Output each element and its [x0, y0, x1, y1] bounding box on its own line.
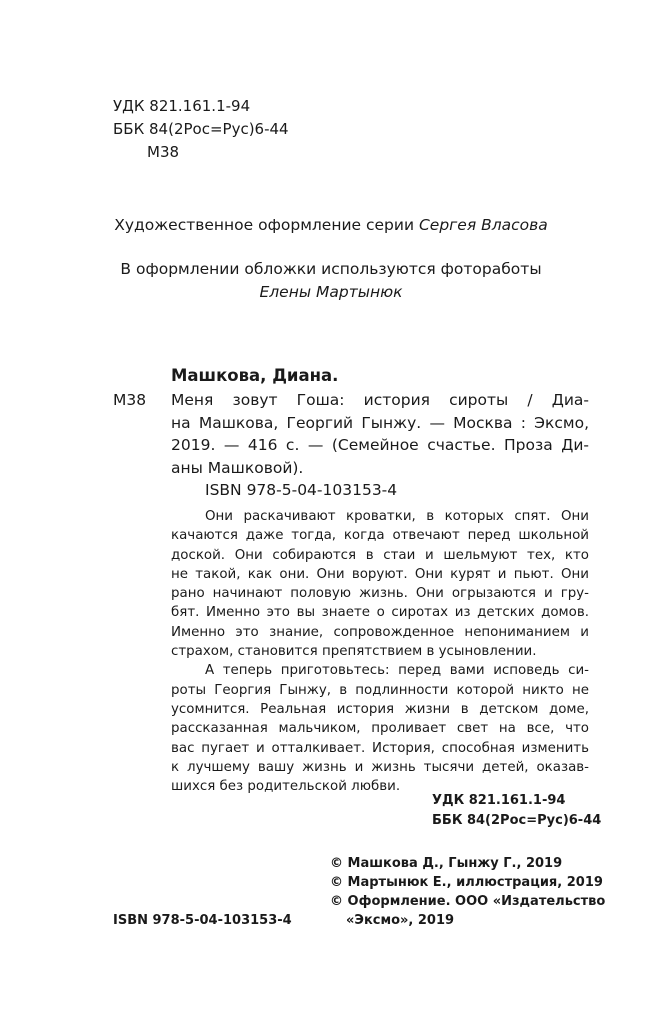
udk-code-top: УДК 821.161.1-94 — [113, 97, 251, 115]
cover-photo-credit: В оформлении обложки используются фотоработы — [120, 260, 542, 278]
bbk-code-bottom: ББК 84(2Рос=Рус)6-44 — [432, 813, 602, 828]
series-design-credit: Художественное оформление серии Сергея Власова — [114, 216, 548, 234]
copyright-line: © Мартынюк Е., иллюстрация, 2019 — [330, 875, 603, 890]
author-heading: Машкова, Диана. — [171, 366, 339, 385]
bib-line: Меня зовут Гоша: история сироты / Диа- — [171, 391, 589, 409]
bib-line: 2019. — 416 с. — (Семейное счастье. Проза Ди- — [171, 436, 589, 454]
annotation-line: бят. Именно это вы знаете о сиротах из детских домов. — [171, 605, 589, 621]
annotation — [171, 507, 589, 796]
annotation-line: вас пугает и отталкивает. История, способная изменить — [171, 740, 589, 756]
annotation-line: усомнится. Реальная история жизни в детском доме, — [171, 701, 589, 717]
annotation-line: доской. Они собираются в стаи и шельмуют тех, кто — [171, 547, 589, 563]
copyright-line: © Оформление. ООО «Издательство — [330, 894, 606, 909]
isbn-bottom: ISBN 978-5-04-103153-4 — [113, 913, 292, 928]
annotation-line: рано начинают половую жизнь. Они огрызаются и гру- — [171, 586, 589, 602]
isbn-record: ISBN 978-5-04-103153-4 — [205, 481, 398, 499]
annotation-line: Они раскачивают кроватки, в которых спят. Они — [205, 509, 589, 524]
udk-code-bottom: УДК 821.161.1-94 — [432, 793, 566, 808]
annotation-line: роты Георгия Гынжу, в подлинности которой никто не — [171, 682, 589, 698]
copyright-line: «Эксмо», 2019 — [346, 913, 455, 928]
author-code-top: М38 — [147, 143, 180, 161]
bib-line: на Машкова, Георгий Гынжу. — Москва : Эксмо, — [171, 413, 589, 432]
annotation-line: рассказанная мальчиком, проливает свет на все, что — [171, 721, 589, 737]
designer-name: Сергея Власова — [418, 216, 548, 234]
bib-line: аны Машковой). — [171, 458, 304, 477]
copyright-line: © Машкова Д., Гынжу Г., 2019 — [330, 856, 563, 871]
author-code: М38 — [113, 391, 147, 409]
annotation-line: к лучшему вашу жизнь и жизнь тысячи детей, оказав- — [171, 759, 589, 775]
photographer-name: Елены Мартынюк — [259, 283, 403, 301]
annotation-line: страхом, становится препятствием в усыновлении. — [171, 644, 537, 660]
annotation-line: не такой, как они. Они воруют. Они курят и пьют. Они — [171, 566, 589, 582]
annotation-line: шихся без родительской любви. — [171, 779, 401, 795]
bbk-code-top: ББК 84(2Рос=Рус)6-44 — [113, 120, 289, 138]
annotation-line: качаются даже тогда, когда отвечают перед школьной — [171, 528, 589, 544]
bibliographic-description — [171, 389, 589, 479]
annotation-line: Именно это знание, сопровожденное непониманием и — [171, 624, 589, 640]
annotation-line: А теперь приготовьтесь: перед вами исповедь си- — [205, 663, 589, 679]
